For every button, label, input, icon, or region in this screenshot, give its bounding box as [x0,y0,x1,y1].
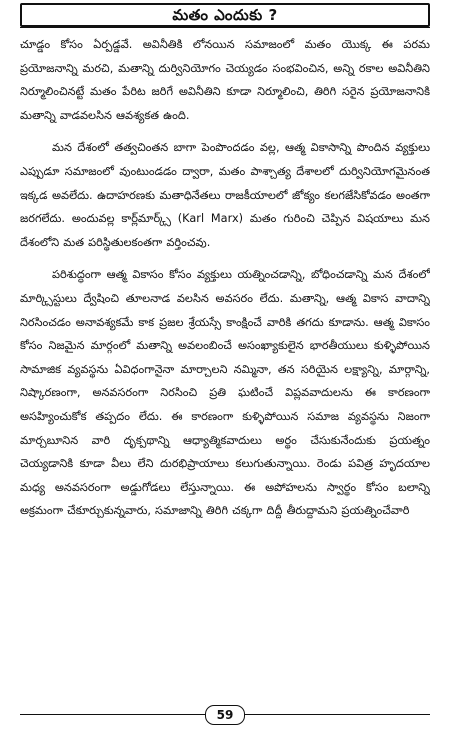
paragraph-2: మన దేశంలో తత్వచింతన బాగా పెంపొందడం వల్ల, ఆత్మ వికాసాన్ని పొందిన వ్యక్తులు ఎప్పుడూ సమాజంలో వుంటుండడం ద్వారా, మతం పాశ్చాత్య దేశాలలో దుర్వినియోగమైనంత ఇక్కడ అవలేదు. ఉదాహరణకు మతాధినేతలు రాజకీయాలలో జోక్యం కలగజేసికోవడం అంతగా జరగలేదు. అందువల్ల కార్ల్‌మార్క్స్ (Karl Marx) మతం గురించి చెప్పిన విషయాలు మన దేశంలోని మత పరిస్థితులకంతగా వర్తించవు. [20,141,430,249]
page-body [20,33,430,681]
running-header-box [20,3,430,27]
page-number: 59 [205,705,245,725]
paragraph-3: పరిశుద్ధంగా ఆత్మ వికాసం కోసం వ్యక్తులు యత్నించడాన్ని, బోధించడాన్ని మన దేశంలో మార్క్సిస్టులు ద్వేషించి తూలనాడ వలసిన అవసరం లేదు. మతాన్ని, ఆత్మ వికాస వాదాన్ని నిరసించడం అనావశ్యకమే కాక ప్రజల శ్రేయస్సే కాంక్షించే వారికి తగదు కూడాను. ఆత్మ వికాసం కోసం నిజమైన మార్గంలో మతాన్ని అవలంబించే అసంఖ్యాకులైన భారతీయులు కుళ్ళిపోయిన సామాజిక వ్యవస్థను ఏవిధంగానైనా మార్చాలని నమ్మినా, తన సరియైన లక్ష్యాన్ని, మార్గాన్ని, నిష్కారణంగా, అనవసరంగా నిరసించి ప్రతి ఘటించే విప్లవవాదులను ఈ కారణంగా అసహ్యించుకోక తప్పదం లేదు. ఈ కారణంగా కుళ్ళిపోయిన సమాజ వ్యవస్థను నిజంగా మార్చబూనిన వారి దృక్పథాన్ని ఆధ్యాత్మికవాదులు అర్థం చేసుకునేందుకు ప్రయత్నం చెయ్యడానికి కూడా వీలు లేని దురభిప్రాయాలు కలుగుతున్నాయి. రెండు పవిత్ర హృదయాల మధ్య అనవసరంగా అడ్డుగోడలు లేస్తున్నాయి. ఈ అపోహలను స్వార్థం కోసం బలాన్ని అక్రమంగా చేకూర్చుకున్నవారు, సమాజాన్ని తిరిగి చక్కగా దిద్దీ తీరుద్దామని ప్రయత్నించేవారి [20,268,430,518]
header-rule [20,27,430,28]
page-footer [20,705,430,725]
running-header-title: మతం ఎందుకు ? [172,6,278,24]
paragraph-1: చూడ్డం కోసం ఏర్పడ్డవే. అవినీతికి లోనయిన సమాజంలో మతం యొక్క ఈ పరమ ప్రయోజనాన్ని మరచి, మతాన్ని దుర్వినియోగం చెయ్యడం సంభవించిన, అన్ని రకాల అవినీతిని నిర్మూలించినట్టే మతం పేరిట జరిగే అవినీతిని కూడా నిర్మూలించి, తిరిగి సరైన ప్రయోజనానికి మతాన్ని వాడవలసిన ఆవశ్యకత ఉంది. [20,38,430,122]
